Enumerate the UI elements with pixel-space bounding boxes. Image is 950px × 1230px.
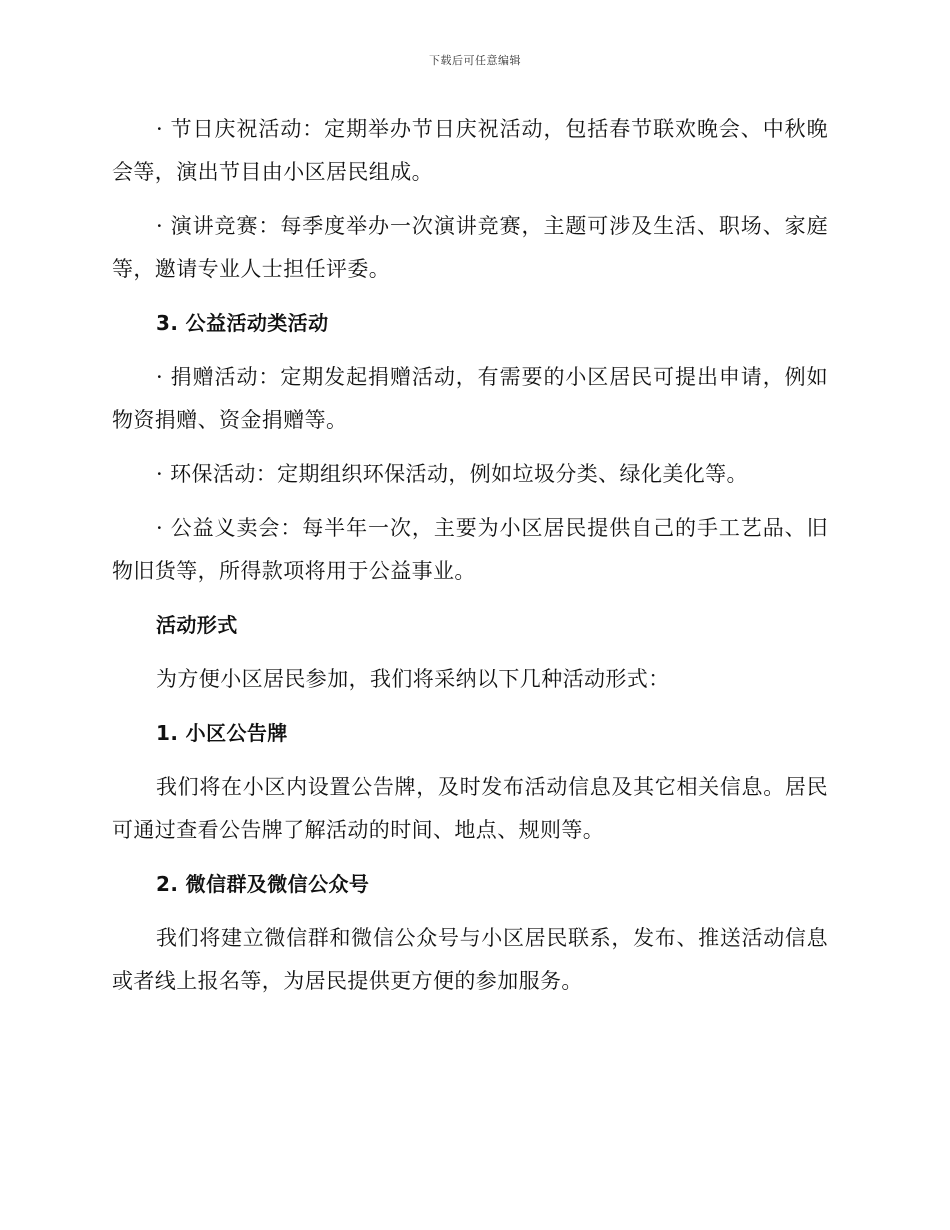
section-heading-wechat: 2. 微信群及微信公众号 [156,872,370,896]
section-heading-public-welfare: 3. 公益活动类活动 [156,311,329,335]
paragraph-environmental-activities: · 环保活动：定期组织环保活动，例如垃圾分类、绿化美化等。 [156,462,748,486]
paragraph-festival-activities: · 节日庆祝活动：定期举办节日庆祝活动，包括春节联欢晚会、中秋晚会等，演出节目由小区居民组成。 [112,117,828,184]
paragraph-charity-sale: · 公益义卖会：每半年一次，主要为小区居民提供自己的手工艺品、旧物旧货等，所得款项将用于公益事业。 [112,516,828,583]
page-header: 下载后可任意编辑 [429,54,521,67]
paragraph-forms-intro: 为方便小区居民参加，我们将采纳以下几种活动形式： [156,667,670,691]
document-body [112,108,828,1014]
paragraph-bulletin-board: 我们将在小区内设置公告牌，及时发布活动信息及其它相关信息。居民可通过查看公告牌了解活动的时间、地点、规则等。 [112,775,828,842]
paragraph-speech-contest: · 演讲竞赛：每季度举办一次演讲竞赛，主题可涉及生活、职场、家庭等，邀请专业人士担任评委。 [112,214,828,281]
section-heading-activity-forms: 活动形式 [156,613,238,637]
paragraph-wechat: 我们将建立微信群和微信公众号与小区居民联系，发布、推送活动信息或者线上报名等，为居民提供更方便的参加服务。 [112,926,828,993]
paragraph-donation-activities: · 捐赠活动：定期发起捐赠活动，有需要的小区居民可提出申请，例如物资捐赠、资金捐赠等。 [112,365,828,432]
section-heading-bulletin-board: 1. 小区公告牌 [156,721,288,745]
